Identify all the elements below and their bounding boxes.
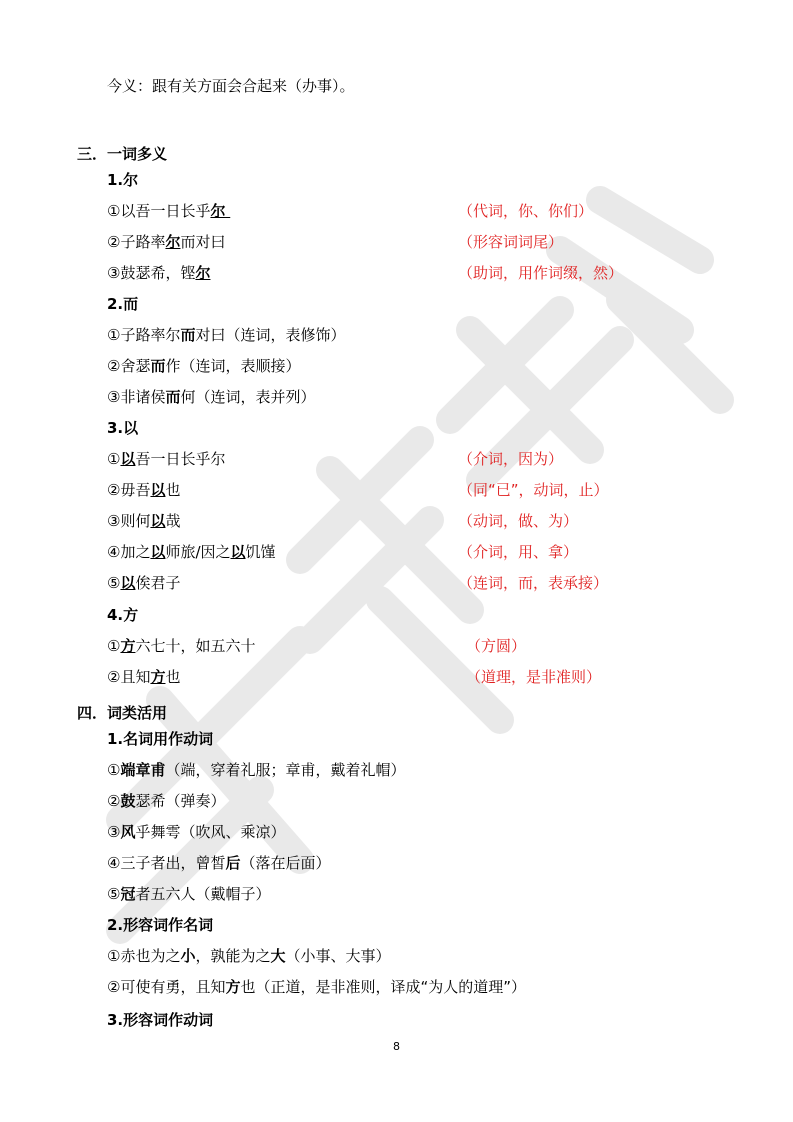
page-number: 8 <box>393 1040 400 1053</box>
subheading-yi: 3.以 <box>107 419 139 437</box>
keyword: 方 <box>120 637 136 655</box>
annotation: （介词，用、拿） <box>458 543 579 561</box>
annotation: （助词，用作词缀，然） <box>458 264 624 282</box>
keyword: 后 <box>225 854 241 872</box>
annotation: （道理，是非准则） <box>466 668 602 686</box>
list-item: ④加之以师旅/因之以饥馑 <box>107 543 276 561</box>
keyword: 鼓 <box>120 792 136 810</box>
keyword: 风 <box>120 823 136 841</box>
keyword: 方 <box>225 978 241 996</box>
list-item: ③非诸侯而何（连词，表并列） <box>107 388 316 406</box>
list-item: ⑤以俟君子 <box>107 574 181 592</box>
keyword: 尔 <box>210 202 226 220</box>
keyword: 而 <box>150 357 166 375</box>
subheading-er: 1.尔 <box>107 171 139 189</box>
list-item: ①赤也为之小，孰能为之大（小事、大事） <box>107 947 391 965</box>
keyword: 尔 <box>195 264 211 282</box>
keyword: 以 <box>150 543 166 561</box>
section-title-polysemy: 三．一词多义 <box>77 145 168 163</box>
list-item: ①端章甫（端，穿着礼服；章甫，戴着礼帽） <box>107 761 406 779</box>
subheading-adj-as-verb: 3.形容词作动词 <box>107 1011 214 1029</box>
keyword: 以 <box>120 574 136 592</box>
keyword: 大 <box>270 947 286 965</box>
list-item: ①以吾一日长乎尔 <box>107 202 226 220</box>
keyword: 方 <box>150 668 166 686</box>
list-item: ⑤冠者五六人（戴帽子） <box>107 885 271 903</box>
annotation: （代词，你、你们） <box>458 202 594 220</box>
annotation: （形容词词尾） <box>458 233 564 251</box>
list-item: ③鼓瑟希，铿尔 <box>107 264 211 282</box>
list-item: ④三子者出，曾皙后（落在后面） <box>107 854 331 872</box>
list-item: ①方六七十，如五六十 <box>107 637 256 655</box>
keyword: 以 <box>120 450 136 468</box>
subheading-adj-as-noun: 2.形容词作名词 <box>107 916 214 934</box>
keyword: 而 <box>180 326 196 344</box>
keyword: 端章甫 <box>120 761 166 779</box>
keyword: 冠 <box>120 885 136 903</box>
annotation: （方圆） <box>466 637 527 655</box>
subheading-noun-as-verb: 1.名词用作动词 <box>107 730 214 748</box>
keyword: 以 <box>230 543 246 561</box>
list-item: ③风乎舞雩（吹风、乘凉） <box>107 823 286 841</box>
list-item: ③则何以哉 <box>107 512 181 530</box>
list-item: ②可使有勇，且知方也（正道，是非准则，译成“为人的道理”） <box>107 978 527 996</box>
modern-meaning-line: 今义：跟有关方面会合起来（办事）。 <box>107 77 355 95</box>
section-title-word-class: 四．词类活用 <box>77 704 168 722</box>
list-item: ①子路率尔而对曰（连词，表修饰） <box>107 326 346 344</box>
annotation: （连词，而，表承接） <box>458 574 609 592</box>
list-item: ②且知方也 <box>107 668 181 686</box>
annotation: （动词，做、为） <box>458 512 579 530</box>
keyword: 以 <box>150 481 166 499</box>
keyword: 尔 <box>165 233 181 251</box>
list-item: ②鼓瑟希（弹奏） <box>107 792 226 810</box>
list-item: ②毋吾以也 <box>107 481 181 499</box>
keyword: 以 <box>150 512 166 530</box>
keyword: 而 <box>165 388 181 406</box>
subheading-er2: 2.而 <box>107 295 139 313</box>
list-item: ①以吾一日长乎尔 <box>107 450 226 468</box>
list-item: ②子路率尔而对曰 <box>107 233 226 251</box>
annotation: （介词，因为） <box>458 450 564 468</box>
subheading-fang: 4.方 <box>107 606 139 624</box>
list-item: ②舍瑟而作（连词，表顺接） <box>107 357 301 375</box>
annotation: （同“已”，动词，止） <box>458 481 609 499</box>
keyword: 小 <box>180 947 196 965</box>
